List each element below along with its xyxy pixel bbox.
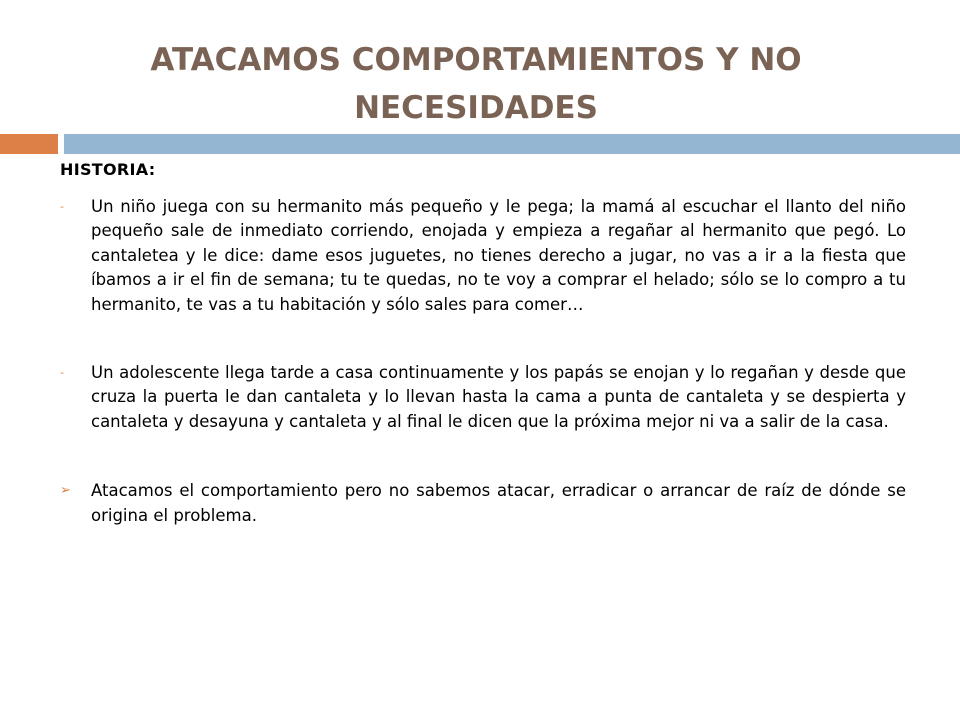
bullet-text-2: Un adolescente llega tarde a casa continuamente y los papás se enojan y lo regañan y desde que cruza la puerta le dan cantaleta y lo llevan hasta la cama a punta de cantaleta y se despierta y cantaleta y desayuna y cantaleta y al final le dicen que la próxima mejor ni va a salir de la casa.	[91, 362, 906, 431]
dash-bullet-icon: -	[60, 365, 64, 379]
accent-bar-orange	[0, 134, 58, 154]
section-heading: HISTORIA:	[60, 160, 156, 179]
bullet-text-1: Un niño juega con su hermanito más pequeño y le pega; la mamá al escuchar el llanto del niño pequeño sale de inmediato corriendo, enojada y empieza a regañar al hermanito que pegó. Lo cantaletea y le dice: dame esos juguetes, no tienes derecho a jugar, no vas a ir a la fiesta que íbamos a ir el fin de semana; tu te quedas, no te voy a comprar el helado; sólo se lo compro a tu hermanito, te vas a tu habitación y sólo sales para comer…	[91, 196, 906, 314]
slide-title	[60, 36, 892, 132]
accent-bar-blue	[64, 134, 960, 154]
title-line-2: NECESIDADES	[354, 90, 598, 126]
bullet-item-2	[60, 361, 906, 435]
slide-content	[60, 158, 906, 529]
bullet-item-1	[60, 195, 906, 318]
bullet-item-3	[60, 479, 906, 528]
bullet-text-3: Atacamos el comportamiento pero no sabemos atacar, erradicar o arrancar de raíz de dónde se origina el problema.	[91, 481, 906, 525]
title-line-1: ATACAMOS COMPORTAMIENTOS Y NO	[150, 42, 802, 78]
dash-bullet-icon: -	[60, 199, 64, 213]
arrow-bullet-icon: ➢	[60, 483, 71, 499]
